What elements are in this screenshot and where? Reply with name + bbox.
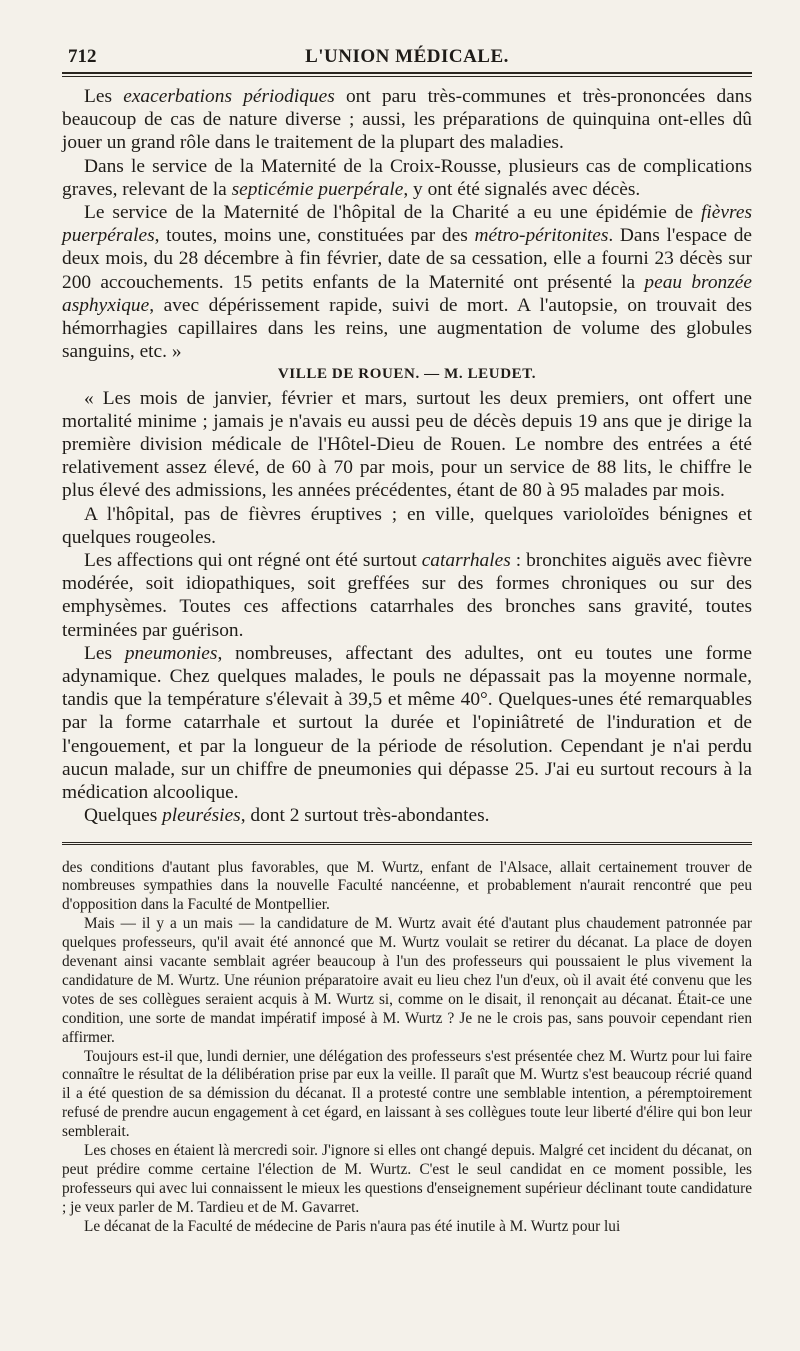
paragraph-affections: Les affections qui ont régné ont été surtout catarrhales : bronchites aiguës avec fièvre modérée, soit idiopathiques, soit greffées sur des formes chroniques ou sur des emphysèmes. Toutes ces affections catarrhales des bronches sans gravité, toutes terminées par guérison. bbox=[62, 550, 752, 641]
paragraph-exacerbations: Les exacerbations périodiques ont paru très-communes et très-prononcées dans beaucoup de cas de nature diverse ; aussi, les préparations de quinquina ont-elles dû jouer un grand rôle dans le traitement de la plupart des maladies. bbox=[62, 86, 752, 154]
paragraph-pneumonies: Les pneumonies, nombreuses, affectant des adultes, ont eu toutes une forme adynamique. Chez quelques malades, le pouls ne dépassait pas la moyenne normale, tandis que la température s'élevait à 39,5 et même 40°. Quelques-unes été remarquables par la forme catarrhale et surtout la durée et l'opiniâtreté de l'induration et de l'engouement, et par la longueur de la période de résolution. Cependant je n'ai perdu aucun malade, sur un chiffre de pneumonies qui dépasse 25. J'ai eu surtout recours à la médication alcoolique. bbox=[62, 642, 752, 804]
feuilleton-paragraph-2: Mais — il y a un mais — la candidature de M. Wurtz avait été d'autant plus chaudement patronnée par quelques professeurs, qu'il avait été annoncé que M. Wurtz voulait se retirer du décanat. La place de doyen devenant ainsi vacante semblait agréer beaucoup à l'un des professeurs qui poussaient le plus vivement la candidature de M. Wurtz. Une réunion préparatoire avait eu lieu chez l'un d'eux, où il avait été convenu que les votes de ses collègues seraient acquis à M. Wurtz si, comme on le disait, il renonçait au décanat. Était-ce une condition, une sorte de mandat impératif imposé à M. Wurtz ? Je ne le crois pas, sans pouvoir cependant rien affirmer. bbox=[62, 915, 752, 1046]
feuilleton-text bbox=[62, 859, 752, 1237]
feuilleton-separator bbox=[62, 842, 752, 849]
header-rule-thin bbox=[62, 76, 752, 77]
paragraph-pleuresies: Quelques pleurésies, dont 2 surtout très-abondantes. bbox=[84, 805, 490, 827]
running-title: L'UNION MÉDICALE. bbox=[305, 46, 509, 67]
page bbox=[62, 40, 752, 1237]
paragraph-mortalite: « Les mois de janvier, février et mars, surtout les deux premiers, ont offert une mortalité minime ; jamais je n'avais eu aussi peu de décès depuis 19 ans que je dirige la première division médicale de l'Hôtel-Dieu de Rouen. Le nombre des entrées a été relativement assez élevé, de 60 à 70 par mois, pour un service de 88 lits, le chiffre le plus élevé des admissions, les années précédentes, étant de 80 à 95 malades par mois. bbox=[62, 387, 752, 502]
header-rule bbox=[62, 72, 752, 74]
paragraph-hopital: A l'hôpital, pas de fièvres éruptives ; en ville, quelques varioloïdes bénignes et quelques rougeoles. bbox=[62, 503, 752, 548]
feuilleton-paragraph-3: Toujours est-il que, lundi dernier, une délégation des professeurs s'est présentée chez M. Wurtz pour lui faire connaître le résultat de la délibération prise par eux la veille. Il paraît que M. Wurtz s'est beaucoup récrié quand il a été question de sa démission du décanat. Il a protesté contre une semblable intention, a péremptoirement refusé de prendre aucun engagement à cet égard, en laissant à ses collègues toute leur liberté d'élire qui bon leur semblerait. bbox=[62, 1047, 752, 1141]
paragraph-croix-rousse: Dans le service de la Maternité de la Croix-Rousse, plusieurs cas de complications graves, relevant de la septicémie puerpérale, y ont été signalés avec décès. bbox=[62, 155, 752, 200]
paragraph-charite: Le service de la Maternité de l'hôpital de la Charité a eu une épidémie de fièvres puerpérales, toutes, moins une, constituées par des métro-péritonites. Dans l'espace de deux mois, du 28 décembre à fin février, date de sa cessation, elle a fourni 23 décès sur 200 accouchements. 15 petits enfants de la Maternité ont présenté la peau bronzée asphyxique, avec dépérissement rapide, suivi de mort. A l'autopsie, on trouvait des hémorrhagies capillaires dans les reins, une augmentation de volume des globules sanguins, etc. » bbox=[62, 202, 752, 363]
feuilleton-paragraph-1: des conditions d'autant plus favorables, que M. Wurtz, enfant de l'Alsace, allait certainement trouver de nombreuses sympathies dans la nouvelle Faculté nancéenne, et probablement n'aurait rencontré que peu d'opposition dans la Faculté de Montpellier. bbox=[62, 858, 752, 914]
feuilleton-paragraph-5: Le décanat de la Faculté de médecine de Paris n'aura pas été inutile à M. Wurtz pour lui bbox=[84, 1217, 621, 1235]
main-text bbox=[62, 85, 752, 828]
page-number: 712 bbox=[68, 46, 97, 67]
feuilleton-paragraph-4: Les choses en étaient là mercredi soir. J'ignore si elles ont changé depuis. Malgré cet incident du décanat, on peut prédire comme certaine l'élection de M. Wurtz. C'est le seul candidat en ce moment possible, les professeurs qui avec lui connaissent le mieux les questions d'enseignement supérieur déclinant toute candidature ; je veux parler de M. Tardieu et de M. Gavarret. bbox=[62, 1142, 752, 1216]
section-heading: VILLE DE ROUEN. — M. LEUDET. bbox=[277, 366, 537, 383]
page-header bbox=[62, 40, 752, 72]
